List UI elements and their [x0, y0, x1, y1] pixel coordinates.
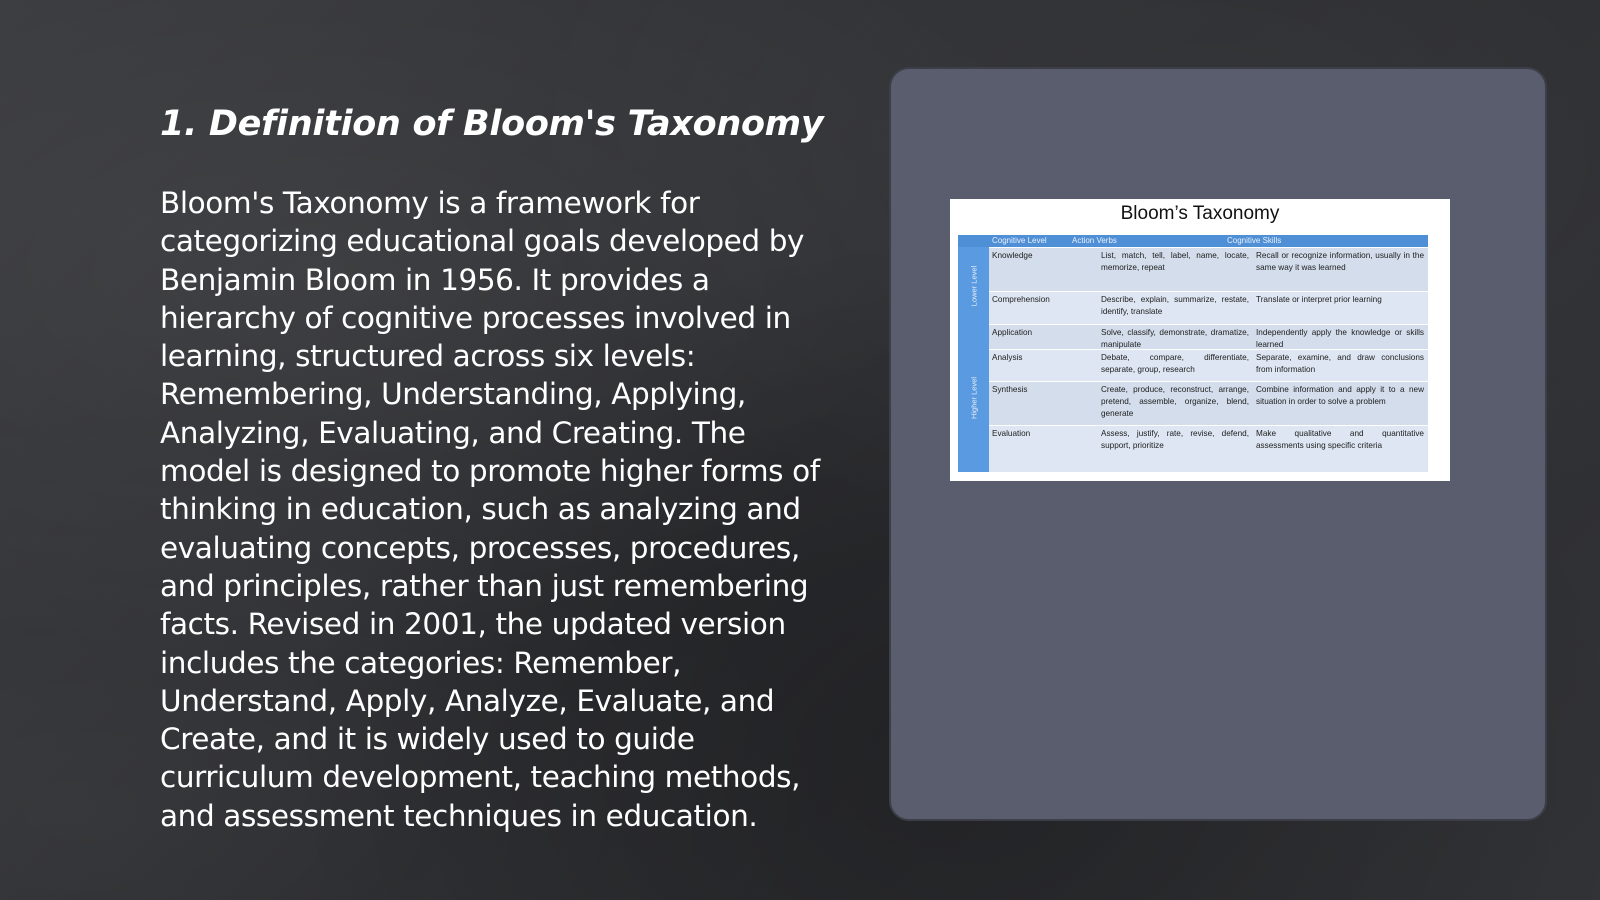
cell-level: Application	[992, 328, 1033, 337]
figure-title: Bloom’s Taxonomy	[1120, 203, 1280, 224]
cell-verbs: Solve, classify, demonstrate, dramatize, manipulate	[1101, 328, 1249, 349]
band-lower-label: Lower Level	[969, 265, 978, 306]
cell-level: Analysis	[992, 353, 1023, 362]
band-higher-level	[958, 324, 989, 472]
table-header	[958, 235, 1428, 247]
cell-skills: Translate or interpret prior learning	[1256, 295, 1382, 304]
slide-title: 1. Definition of Bloom's Taxonomy	[160, 104, 824, 144]
slide-body-text: Bloom's Taxonomy is a framework for categorizing educational goals developed by Benjamin Bloom in 1956. It provides a hierarchy of cognitive processes involved in learning, structured across six levels: Remembering, Understanding, Applying, Analyzing, Evaluating, and Creating. The model is designed to promote higher forms of thinking in education, such as analyzing and evaluating concepts, processes, procedures, and principles, rather than just remembering facts. Revised in 2001, the updated version includes the categories: Remember, Understand, Apply, Analyze, Evaluate, and Create, and it is widely used to guide curriculum development, teaching methods, and assessment techniques in education.	[160, 186, 820, 833]
cell-skills: Combine information and apply it to a new situation in order to solve a problem	[1256, 385, 1424, 406]
cell-skills: Separate, examine, and draw conclusions from information	[1256, 353, 1424, 374]
cell-level: Comprehension	[992, 295, 1050, 304]
table-row	[989, 425, 1428, 473]
cell-verbs: Assess, justify, rate, revise, defend, support, prioritize	[1101, 429, 1249, 450]
table-row	[989, 247, 1428, 292]
header-cognitive-level: Cognitive Level	[992, 236, 1047, 245]
band-lower-level	[958, 247, 989, 324]
table-row	[989, 381, 1428, 426]
cell-level: Synthesis	[992, 385, 1028, 394]
table-row	[989, 324, 1428, 350]
cell-skills: Independently apply the knowledge or skills learned	[1256, 328, 1424, 349]
table-row	[989, 349, 1428, 382]
taxonomy-table	[958, 235, 1428, 472]
cell-level: Knowledge	[992, 251, 1033, 260]
cell-level: Evaluation	[992, 429, 1031, 438]
cell-skills: Make qualitative and quantitative assessments using specific criteria	[1256, 429, 1424, 450]
table-row	[989, 291, 1428, 325]
header-action-verbs: Action Verbs	[1072, 236, 1117, 245]
cell-verbs: List, match, tell, label, name, locate, memorize, repeat	[1101, 251, 1249, 272]
cell-verbs: Create, produce, reconstruct, arrange, pretend, assemble, organize, blend, generate	[1101, 385, 1249, 418]
cell-skills: Recall or recognize information, usually in the same way it was learned	[1256, 251, 1424, 272]
blooms-taxonomy-figure	[950, 199, 1450, 481]
cell-verbs: Debate, compare, differentiate, separate, group, research	[1101, 353, 1249, 374]
header-cognitive-skills: Cognitive Skills	[1227, 236, 1282, 245]
cell-verbs: Describe, explain, summarize, restate, identify, translate	[1101, 295, 1249, 316]
band-higher-label: Higher Level	[969, 376, 978, 420]
